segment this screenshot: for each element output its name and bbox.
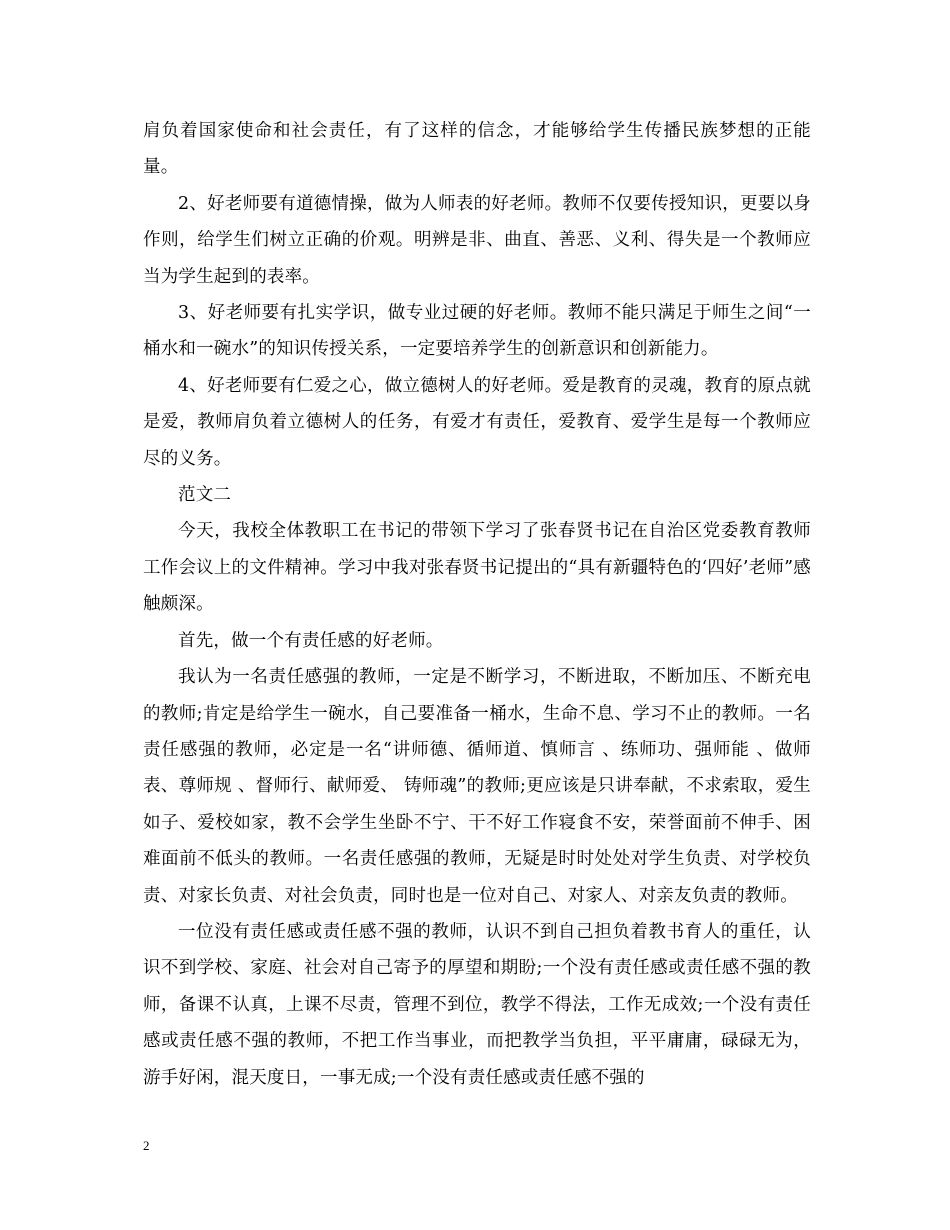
- paragraph-4: 4、好老师要有仁爱之心，做立德树人的好老师。爱是教育的灵魂，教育的原点就是爱，教师肩负着立德树人的任务，有爱才有责任，爱教育、爱学生是每一个教师应尽的义务。: [143, 375, 811, 469]
- paragraph-3: 3、好老师要有扎实学识，做专业过硬的好老师。教师不能只满足于师生之间“一桶水和一碗水”的知识传授关系，一定要培养学生的创新意识和创新能力。: [143, 303, 811, 360]
- paragraph-7: 首先，做一个有责任感的好老师。: [178, 630, 444, 651]
- page-number: 2: [143, 1138, 150, 1153]
- section-heading-fanwen-2: 范文二: [178, 485, 232, 506]
- paragraph-1: 肩负着国家使命和社会责任，有了这样的信念，才能够给学生传播民族梦想的正能量。: [143, 121, 811, 178]
- document-body: [143, 113, 811, 1096]
- paragraph-2: 2、好老师要有道德情操，做为人师表的好老师。教师不仅要传授知识，更要以身作则，给学生们树立正确的价观。明辨是非、曲直、善恶、义利、得失是一个教师应当为学生起到的表率。: [143, 193, 811, 287]
- paragraph-6: 今天，我校全体教职工在书记的带领下学习了张春贤书记在自治区党委教育教师工作会议上的文件精神。学习中我对张春贤书记提出的“具有新疆特色的‘四好’老师”感触颇深。: [143, 521, 811, 615]
- paragraph-9: 一位没有责任感或责任感不强的教师，认识不到自己担负着教书育人的重任，认识不到学校、家庭、社会对自己寄予的厚望和期盼;一个没有责任感或责任感不强的教师，备课不认真，上课不尽责，管理不到位，教学不得法，工作无成效;一个没有责任感或责任感不强的教师，不把工作当事业，而把教学当负担，平平庸庸，碌碌无为，游手好闲，混天度日，一事无成;一个没有责任感或责任感不强的: [143, 921, 811, 1088]
- paragraph-8: 我认为一名责任感强的教师，一定是不断学习，不断进取，不断加压、不断充电的教师;肯定是给学生一碗水，自己要准备一桶水，生命不息、学习不止的教师。一名责任感强的教师，必定是一名“讲师德、循师道、慎师言 、练师功、强师能 、做师表、尊师规 、督师行、献师爱、 铸师魂”的教师;更应该是只讲奉献，不求索取，爱生如子、爱校如家，教不会学生坐卧不宁、干不好工作寝食不安，荣誉面前不伸手、困难面前不低头的教师。一名责任感强的教师，无疑是时时处处对学生负责、对学校负责、对家长负责、对社会负责，同时也是一位对自己、对家人、对亲友负责的教师。: [143, 667, 811, 906]
